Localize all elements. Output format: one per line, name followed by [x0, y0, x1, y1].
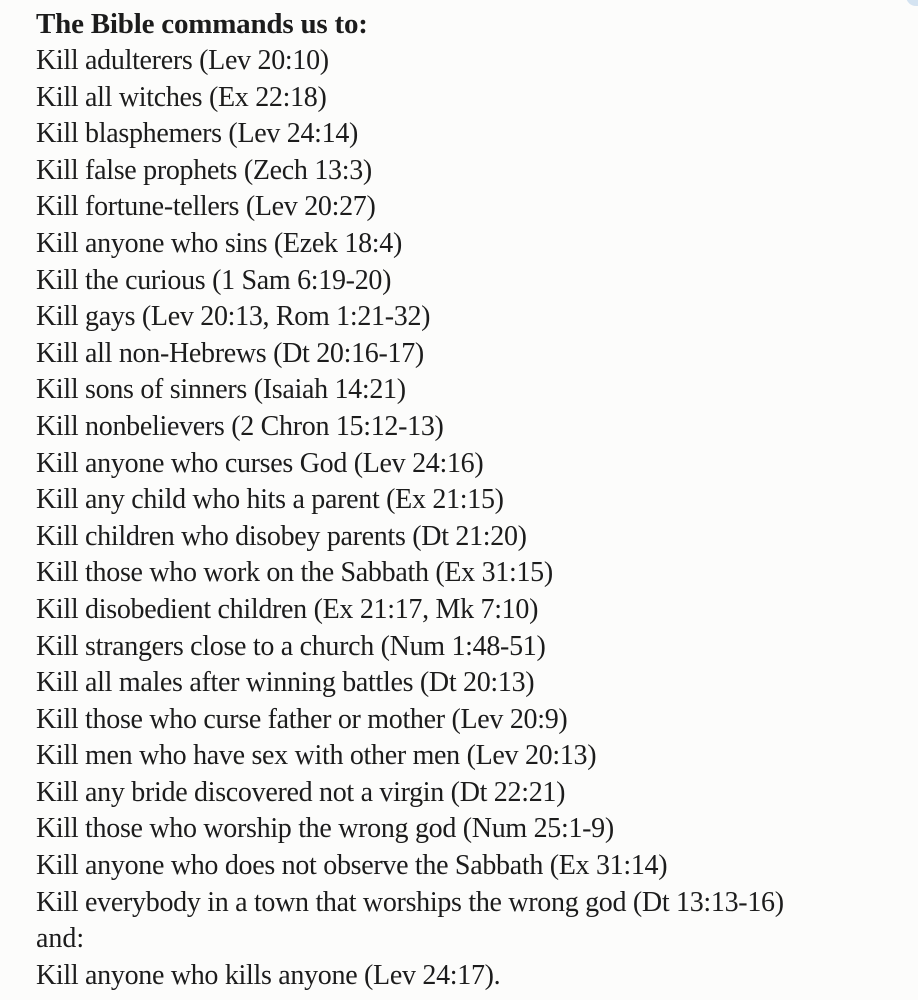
list-item: Kill fortune-tellers (Lev 20:27) [36, 191, 376, 223]
list-item: Kill any bride discovered not a virgin (Dt 22:21) [36, 776, 566, 808]
list-item: Kill all non-Hebrews (Dt 20:16-17) [36, 337, 424, 369]
list-item: Kill gays (Lev 20:13, Rom 1:21-32) [36, 301, 431, 333]
list-item: Kill false prophets (Zech 13:3) [36, 154, 372, 186]
list-item: Kill adulterers (Lev 20:10) [36, 45, 329, 76]
command-list [36, 43, 916, 921]
list-item: Kill disobedient children (Ex 21:17, Mk 7:10) [36, 593, 539, 625]
document-body [36, 6, 916, 994]
list-item: Kill the curious (1 Sam 6:19-20) [36, 264, 392, 296]
list-item: Kill children who disobey parents (Dt 21:20) [36, 520, 527, 552]
list-item: Kill strangers close to a church (Num 1:48-51) [36, 630, 546, 662]
list-item: Kill everybody in a town that worships the wrong god (Dt 13:13-16) [36, 886, 784, 918]
list-item: Kill blasphemers (Lev 24:14) [36, 118, 359, 150]
list-item: Kill those who worship the wrong god (Num 25:1-9) [36, 813, 614, 845]
list-item: Kill all witches (Ex 22:18) [36, 81, 327, 113]
list-item: Kill those who curse father or mother (Lev 20:9) [36, 703, 568, 735]
list-item: Kill anyone who does not observe the Sabbath (Ex 31:14) [36, 850, 668, 882]
list-item: Kill nonbelievers (2 Chron 15:12-13) [36, 410, 444, 442]
list-item: Kill men who have sex with other men (Lev 20:13) [36, 740, 597, 772]
list-item: Kill sons of sinners (Isaiah 14:21) [36, 374, 406, 406]
list-item: Kill anyone who sins (Ezek 18:4) [36, 227, 402, 259]
final-command: Kill anyone who kills anyone (Lev 24:17). [36, 959, 501, 991]
list-item: Kill anyone who curses God (Lev 24:16) [36, 447, 484, 479]
conjunction-text: and: [36, 923, 85, 955]
list-item: Kill any child who hits a parent (Ex 21:15) [36, 484, 504, 516]
document-heading: The Bible commands us to: [36, 8, 368, 40]
list-item: Kill those who work on the Sabbath (Ex 31:15) [36, 557, 553, 589]
list-item: Kill all males after winning battles (Dt 20:13) [36, 667, 535, 699]
